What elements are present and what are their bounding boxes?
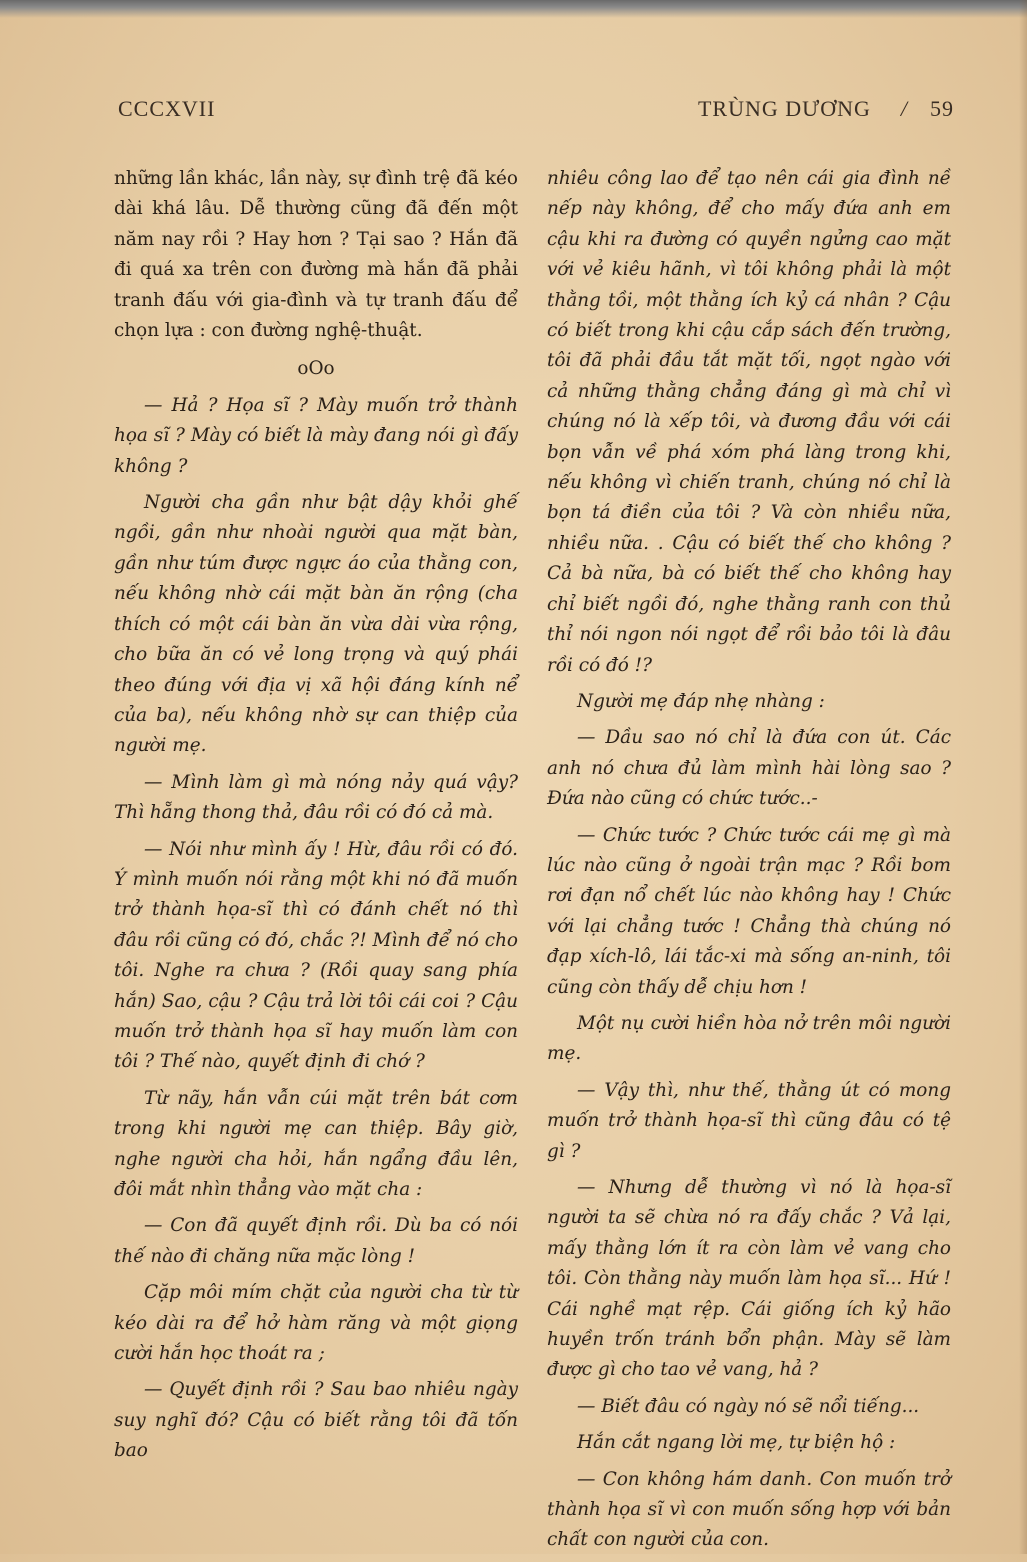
paragraph: Từ nãy, hắn vẫn cúi mặt trên bát cơm trong khi người mẹ can thiệp. Bây giờ, nghe người cha hỏi, hắn ngẩng đầu lên, đôi mắt nhìn thẳng vào mặt cha : xyxy=(114,1087,518,1200)
paragraph: — Vậy thì, như thế, thằng út có mong muốn trở thành họa-sĩ thì cũng đâu có tệ gì ? xyxy=(547,1079,951,1162)
paragraph: nhiêu công lao để tạo nên cái gia đình nề nếp này không, để cho mấy đứa anh em cậu khi ra đường có quyền ngửng cao mặt với vẻ kiêu hãnh, vì tôi không phải là một thằng tồi, một thằng ích kỷ cá nhân ? Cậu có biết trong khi cậu cắp sách đến trường, tôi đã phải đầu tắt mặt tối, ngọt ngào với cả những thằng chẳng đáng gì mà chỉ vì chúng nó là xếp tôi, và đương đầu với cái bọn vẫn về phá xóm phá làng trong khi, nếu không vì chiến tranh, chúng nó chỉ là bọn tá điền của tôi ? Và còn nhiều nữa, nhiều nữa. . Cậu có biết thế cho không ? Cả bà nữa, bà có biết thế cho không hay chỉ biết ngồi đó, nghe thằng ranh con thủ thỉ nói ngon nói ngọt để rồi bảo tôi là đâu rồi có đó !? xyxy=(547,168,951,676)
paragraph: — Mình làm gì mà nóng nảy quá vậy? Thì hẵng thong thả, đâu rồi có đó cả mà. xyxy=(114,771,518,824)
paragraph: — Chức tước ? Chức tước cái mẹ gì mà lúc nào cũng ở ngoài trận mạc ? Rồi bom rơi đạn nổ chết lúc nào không hay ! Chức với lại chẳng tước ! Chẳng thà chúng nó đạp xích-lô, lái tắc-xi mà sống an-ninh, tôi cũng còn thấy dễ chịu hơn ! xyxy=(547,824,951,998)
header-separator: / xyxy=(900,96,908,121)
paragraph: — Nói như mình ấy ! Hừ, đâu rồi có đó. Ý mình muốn nói rằng một khi nó đã muốn trở thành họa-sĩ thì có đánh chết nó thì đâu rồi cũng có đó, chắc ?! Mình để nó cho tôi. Nghe ra chưa ? (Rồi quay sang phía hắn) Sao, cậu ? Cậu trả lời tôi cái coi ? Cậu muốn trở thành họa sĩ hay muốn làm con tôi ? Thế nào, quyết định đi chớ ? xyxy=(114,838,518,1073)
volume-number: CCCXVII xyxy=(118,96,216,121)
left-column xyxy=(114,164,518,1473)
author-name: TRÙNG DƯƠNG xyxy=(697,96,871,121)
page-number: 59 xyxy=(930,96,954,121)
paragraph: — Con đã quyết định rồi. Dù ba có nói thế nào đi chăng nữa mặc lòng ! xyxy=(114,1215,518,1267)
paragraph: — Hả ? Họa sĩ ? Mày muốn trở thành họa sĩ ? Mày có biết là mày đang nói gì đấy không ? xyxy=(114,394,518,477)
paragraph: — Nhưng dễ thường vì nó là họa-sĩ người ta sẽ chừa nó ra đấy chắc ? Vả lại, mấy thằng lớn ít ra còn làm vẻ vang cho tôi. Còn thằng này muốn làm họa sĩ... Hứ ! Cái nghề mạt rệp. Cái giống ích kỷ hão huyền trốn tránh bổn phận. Mày sẽ làm được gì cho tao vẻ vang, hả ? xyxy=(547,1177,951,1381)
paragraph: — Biết đâu có ngày nó sẽ nổi tiếng... xyxy=(577,1395,920,1417)
section-break: oOo xyxy=(297,358,335,380)
right-column xyxy=(547,164,951,1562)
paragraph: — Quyết định rồi ? Sau bao nhiêu ngày suy nghĩ đó? Cậu có biết rằng tôi đã tốn bao xyxy=(114,1379,518,1462)
header-right xyxy=(698,96,954,122)
paragraph: những lần khác, lần này, sự đình trệ đã kéo dài khá lâu. Dễ thường cũng đã đến một năm nay rồi ? Hay hơn ? Tại sao ? Hắn đã đi quá xa trên con đường mà hắn đã phải tranh đấu với gia-đình và tự tranh đấu để chọn lựa : con đường nghệ-thuật. xyxy=(114,168,518,342)
paragraph: Người cha gần như bật dậy khỏi ghế ngồi, gần như nhoài người qua mặt bàn, gần như túm được ngực áo của thằng con, nếu không nhờ cái mặt bàn ăn rộng (cha thích có một cái bàn ăn vừa dài vừa rộng, cho bữa ăn có vẻ long trọng và quý phái theo đúng với địa vị xã hội đáng kính nể của ba), nếu không nhờ sự can thiệp của người mẹ. xyxy=(114,492,518,757)
paragraph: Người mẹ đáp nhẹ nhàng : xyxy=(577,690,825,712)
paragraph: Hắn cắt ngang lời mẹ, tự biện hộ : xyxy=(577,1432,896,1454)
paragraph: — Dầu sao nó chỉ là đứa con út. Các anh nó chưa đủ làm mình hài lòng sao ? Đứa nào cũng có chức tước..- xyxy=(547,727,951,810)
page-top-edge xyxy=(0,0,1027,18)
paragraph: — Con không hám danh. Con muốn trở thành họa sĩ vì con muốn sống hợp với bản chất con người của con. xyxy=(547,1468,951,1551)
paragraph: Một nụ cười hiền hòa nở trên môi người mẹ. xyxy=(547,1012,951,1065)
paragraph: Cặp môi mím chặt của người cha từ từ kéo dài ra để hở hàm răng và một giọng cười hắn học thoát ra ; xyxy=(114,1282,518,1365)
page-right-edge xyxy=(1019,0,1027,1554)
running-header xyxy=(118,96,954,136)
